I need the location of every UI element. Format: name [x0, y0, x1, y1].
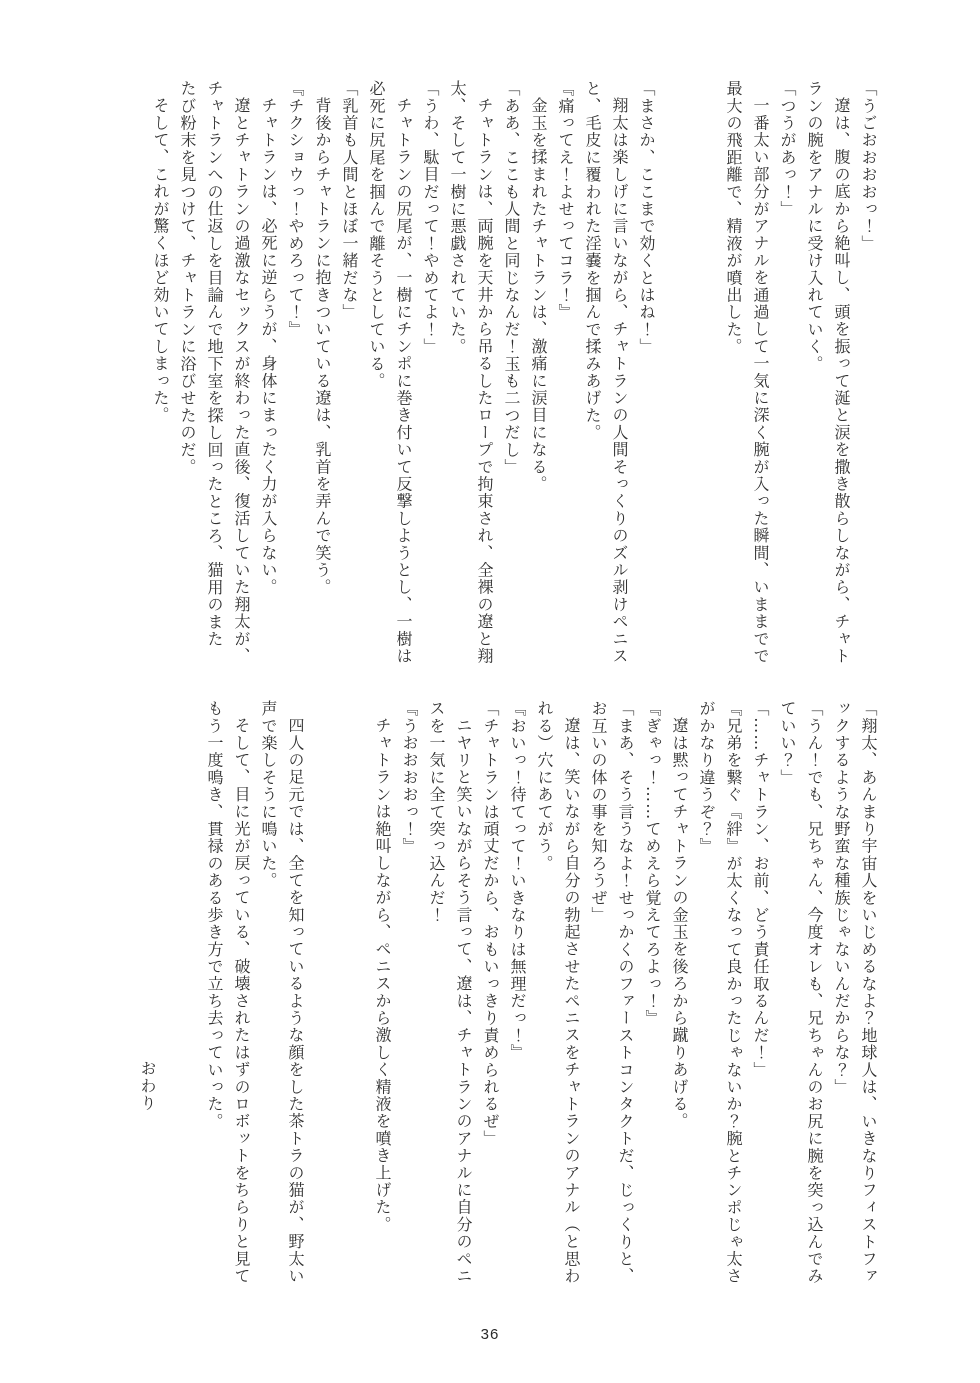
- text-line: チャトランは絶叫しながら、ペニスから激しく精液を噴き上げた。: [373, 717, 392, 1233]
- text-line: スを一気に全て突っ込んだ！: [427, 700, 446, 924]
- text-line: 『チクショウっ！やめろって！』: [286, 80, 305, 338]
- text-line: 「まあ、そう言うなよ！せっかくのファーストコンタクトだ、じっくりと、: [616, 700, 635, 1285]
- text-line: 「まさか、ここまで効くとはね！」: [637, 80, 656, 356]
- text-line: 「乳首も人間とほぼ一緒だな」: [340, 80, 359, 321]
- text-line: 「ああ、ここも人間と同じなんだ！玉も二つだし」: [502, 80, 521, 476]
- text-line: がかなり違うぞ？』: [697, 700, 716, 855]
- text-line: そして、これが驚くほど効いてしまった。: [151, 97, 170, 424]
- text-line: 「……チャトラン、お前、どう責任取るんだ！」: [751, 700, 770, 1079]
- text-line: 必死に尻尾を掴んで離そうとしている。: [367, 80, 386, 390]
- text-block-top: [147, 80, 882, 680]
- end-mark: おわり: [138, 1060, 157, 1112]
- text-line: れる）穴にあてがう。: [535, 700, 554, 872]
- text-line: と、毛皮に覆われた淫嚢を掴んで揉みあげた。: [583, 80, 602, 442]
- text-line: 四人の足元では、全てを知っているような顔をした茶トラの猫が、野太い: [286, 717, 305, 1285]
- text-line: 『うおおおおっ！』: [400, 700, 419, 855]
- text-line: 声で楽しそうに鳴いた。: [259, 700, 278, 890]
- text-line: ていい？」: [778, 700, 797, 786]
- text-line: ランの腕をアナルに受け入れていく。: [805, 80, 824, 373]
- text-line: 「つうがあっ！」: [778, 80, 797, 218]
- text-line: たび粉末を見つけて、チャトランに浴びせたのだ。: [178, 80, 197, 476]
- text-line: ックするような野蛮な種族じゃないんだからな？」: [832, 700, 851, 1096]
- text-line: 太、そして一樹に悪戯されていた。: [448, 80, 467, 356]
- text-line: 「うごおおおおっ！」: [859, 80, 878, 252]
- text-line: もう一度鳴き、貫禄のある歩き方で立ち去っていった。: [205, 700, 224, 1130]
- text-line: お互いの体の事を知ろうぜ」: [589, 700, 608, 924]
- text-line: 「うわ、駄目だって！やめてよ！」: [421, 80, 440, 356]
- page-number: 36: [480, 1326, 500, 1343]
- text-block-bottom: [134, 700, 882, 1300]
- text-line: 翔太は楽しげに言いながら、チャトランの人間そっくりのズル剥けペニス: [610, 97, 629, 665]
- text-line: チャトランは、必死に逆らうが、身体にまったく力が入らない。: [259, 97, 278, 596]
- text-line: 遼とチャトランの過激なセックスが終わった直後、復活していた翔太が、: [232, 97, 251, 665]
- text-line: 遼は黙ってチャトランの金玉を後ろから蹴りあげる。: [670, 717, 689, 1130]
- text-line: 『痛ってえ！よせってコラ！』: [556, 80, 575, 321]
- text-line: 「チャトランは頑丈だから、おもいっきり責められるぜ」: [481, 700, 500, 1148]
- text-line: チャトランは、両腕を天井から吊るしたロープで拘束され、全裸の遼と翔: [475, 97, 494, 665]
- text-line: 一番太い部分がアナルを通過して一気に深く腕が入った瞬間、いままでで: [751, 97, 770, 665]
- text-line: 『おいっ！待てって！いきなりは無理だっ！』: [508, 700, 527, 1062]
- text-line: 遼は、笑いながら自分の勃起させたペニスをチャトランのアナル（と思わ: [562, 717, 581, 1285]
- text-line: 背後からチャトランに抱きついている遼は、乳首を弄んで笑う。: [313, 97, 332, 596]
- text-line: 『兄弟を繋ぐ『絆』が太くなって良かったじゃないか？腕とチンポじゃ太さ: [724, 700, 743, 1285]
- text-line: ニヤリと笑いながらそう言って、遼は、チャトランのアナルに自分のペニ: [454, 717, 473, 1285]
- text-line: そして、目に光が戻っている、破壊されたはずのロボットをちらりと見て: [232, 717, 251, 1285]
- text-line: チャトランの尻尾が、一樹にチンポに巻き付いて反撃しようとし、一樹は: [394, 97, 413, 665]
- text-line: チャトランへの仕返しを目論んで地下室を探し回ったところ、猫用のまた: [205, 80, 224, 648]
- text-line: 『ぎゃっ！……てめえら覚えてろよっ！』: [643, 700, 662, 1027]
- text-line: 遼は、腹の底から絶叫し、頭を振って涎と涙を撒き散らしながら、チャト: [832, 97, 851, 665]
- text-line: 「うん！でも、兄ちゃん、今度オレも、兄ちゃんのお尻に腕を突っ込んでみ: [805, 700, 824, 1285]
- text-line: 「翔太、あんまり宇宙人をいじめるなよ？地球人は、いきなりフィストファ: [859, 700, 878, 1285]
- text-line: 最大の飛距離で、精液が噴出した。: [724, 80, 743, 356]
- text-line: 金玉を揉まれたチャトランは、激痛に涙目になる。: [529, 97, 548, 493]
